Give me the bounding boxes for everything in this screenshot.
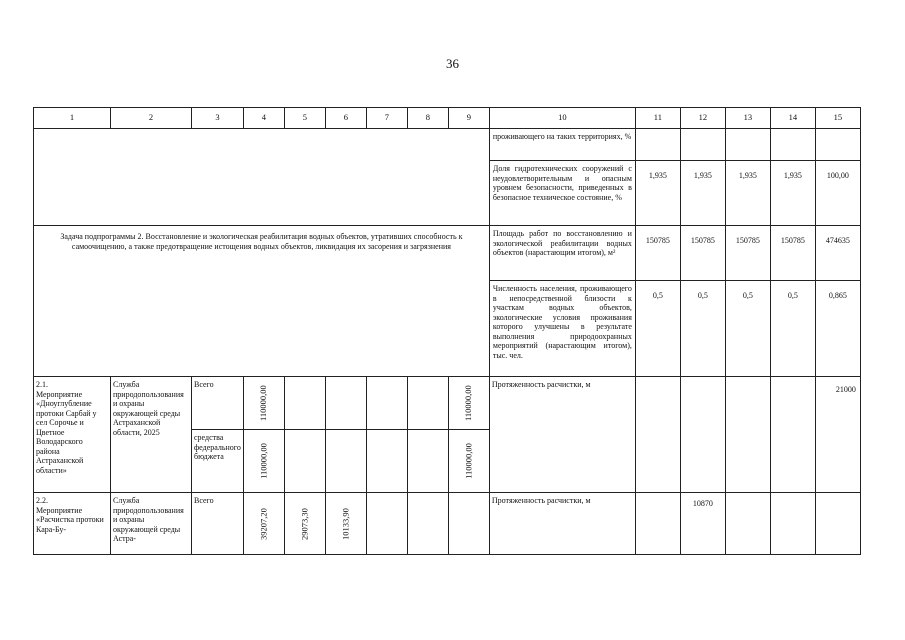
value-cell: 150785 — [725, 226, 770, 281]
amount-cell — [366, 493, 407, 555]
amount-cell — [284, 377, 325, 430]
value-cell: 100,00 — [815, 161, 860, 226]
value-cell: 0,865 — [815, 281, 860, 377]
value-cell: 1,935 — [725, 161, 770, 226]
value-cell — [725, 493, 770, 555]
header-col: 11 — [635, 108, 680, 129]
value-cell — [635, 129, 680, 161]
table-row — [34, 226, 861, 281]
value-cell: 150785 — [635, 226, 680, 281]
amount-cell — [284, 493, 325, 555]
amount-cell — [366, 377, 407, 430]
header-col: 3 — [192, 108, 244, 129]
value-cell — [635, 377, 680, 493]
funding-source: Всего — [192, 493, 244, 555]
header-col: 12 — [680, 108, 725, 129]
value-cell — [770, 129, 815, 161]
indicator-cell: Площадь работ по восстановлению и экологической реабилитации водных объектов (нарастающим итогом), м² — [489, 226, 635, 281]
table-row — [34, 493, 861, 555]
value-cell — [815, 129, 860, 161]
value-cell — [770, 493, 815, 555]
value-cell: 21000 — [815, 377, 860, 493]
value-cell — [635, 493, 680, 555]
value-cell — [815, 493, 860, 555]
page-number: 36 — [446, 56, 459, 71]
value-cell: 0,5 — [680, 281, 725, 377]
value-cell — [680, 377, 725, 493]
value-cell — [725, 377, 770, 493]
header-col: 8 — [407, 108, 448, 129]
amount-value: 110000,00 — [462, 385, 473, 421]
table-row — [34, 377, 861, 430]
amount-cell — [448, 493, 489, 555]
amount-cell — [325, 430, 366, 493]
amount-value: 110000,00 — [258, 443, 269, 479]
value-cell: 1,935 — [635, 161, 680, 226]
empty-cell — [34, 129, 490, 226]
value-cell — [725, 129, 770, 161]
program-table — [33, 107, 861, 555]
header-col: 5 — [284, 108, 325, 129]
value-cell: 1,935 — [770, 161, 815, 226]
header-row — [34, 108, 861, 129]
value-cell — [680, 129, 725, 161]
funding-source: средства федерального бюджета — [192, 430, 244, 493]
value-cell: 150785 — [770, 226, 815, 281]
amount-cell — [243, 493, 284, 555]
amount-cell — [407, 430, 448, 493]
header-col: 7 — [366, 108, 407, 129]
amount-value: 110000,00 — [257, 385, 268, 421]
value-cell: 150785 — [680, 226, 725, 281]
amount-cell — [325, 377, 366, 430]
indicator-cell: Доля гидротехнических сооружений с неудовлетворительным и опасным уровнем безопасности, приведенных в безопасное техническое состояние, % — [489, 161, 635, 226]
value-cell: 0,5 — [635, 281, 680, 377]
amount-cell — [407, 493, 448, 555]
amount-cell — [243, 430, 284, 493]
header-col: 14 — [770, 108, 815, 129]
amount-value: 39207,20 — [258, 507, 269, 540]
executor-cell: Служба природопользования и охраны окружающей среды Астра- — [111, 493, 192, 555]
header-col: 6 — [325, 108, 366, 129]
table-row — [34, 129, 861, 161]
header-col: 2 — [111, 108, 192, 129]
amount-cell — [407, 377, 448, 430]
header-col: 13 — [725, 108, 770, 129]
value-cell — [770, 377, 815, 493]
header-col: 4 — [243, 108, 284, 129]
executor-cell: Служба природопользования и охраны окружающей среды Астраханской области, 2025 — [111, 377, 192, 493]
amount-cell — [243, 377, 284, 430]
amount-cell — [284, 430, 325, 493]
indicator-cell: Численность населения, проживающего в непосредственной близости к участкам водных объектов, экологические условия проживания которого улучшены в результате выполнения природоохранных мероприятий (нарастающим итогом), тыс. чел. — [489, 281, 635, 377]
value-cell: 0,5 — [770, 281, 815, 377]
value-cell: 0,5 — [725, 281, 770, 377]
header-col: 1 — [34, 108, 111, 129]
amount-value: 10133,90 — [340, 507, 351, 540]
indicator-cell: Протяженность расчистки, м — [489, 493, 635, 555]
task-heading: Задача подпрограммы 2. Восстановление и экологическая реабилитация водных объектов, утративших способность к самоочищению, а также предотвращение истощения водных объектов, ликвидация их засорения и загрязнения — [34, 226, 490, 377]
amount-cell — [325, 493, 366, 555]
value-cell: 474635 — [815, 226, 860, 281]
funding-source: Всего — [192, 377, 244, 430]
header-col: 15 — [815, 108, 860, 129]
amount-cell — [366, 430, 407, 493]
amount-value: 29073,30 — [299, 507, 310, 540]
indicator-cell: Протяженность расчистки, м — [489, 377, 635, 493]
measure-cell: 2.1. Мероприятие «Дноуглубление протоки Сарбай у сел Сорочье и Цветное Володарского района Астраханской области» — [34, 377, 111, 493]
value-cell: 10870 — [680, 493, 725, 555]
header-col: 9 — [448, 108, 489, 129]
value-cell: 1,935 — [680, 161, 725, 226]
header-col: 10 — [489, 108, 635, 129]
amount-value: 110000,00 — [463, 443, 474, 479]
amount-cell — [448, 377, 489, 430]
measure-cell: 2.2. Мероприятие «Расчистка протоки Кара-Бу- — [34, 493, 111, 555]
indicator-cell: проживающего на таких территориях, % — [489, 129, 635, 161]
amount-cell — [448, 430, 489, 493]
